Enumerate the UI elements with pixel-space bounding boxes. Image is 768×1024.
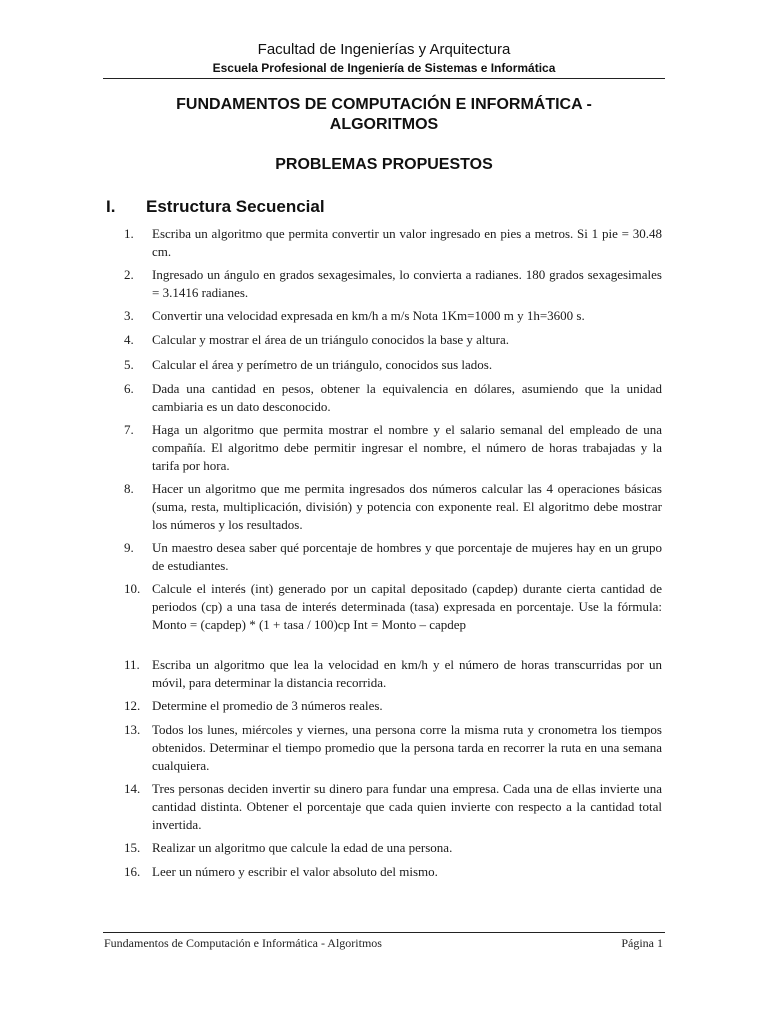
item-number: 2.: [124, 267, 134, 282]
item-text: Todos los lunes, miércoles y viernes, una persona corre la misma ruta y cronometra los tiempos obtenidos. Determinar el tiempo promedio que la persona tarda en recorrer la ruta en una semana cualquiera.: [152, 722, 662, 773]
list-item: [124, 656, 662, 692]
list-item: [124, 697, 662, 715]
item-text: Dada una cantidad en pesos, obtener la equivalencia en dólares, asumiendo que la unidad cambiaria es un dato desconocido.: [152, 381, 662, 414]
item-number: 11.: [124, 657, 140, 672]
item-number: 13.: [124, 722, 141, 737]
item-text: Escriba un algoritmo que lea la velocidad en km/h y el número de horas transcurridas por un móvil, para determinar la distancia recorrida.: [152, 657, 662, 690]
list-item: [124, 380, 662, 416]
item-text: Calcule el interés (int) generado por un capital depositado (capdep) durante cierta cantidad de periodos (cp) a una tasa de interés determinada (tasa) expresada en porcentaje. Use la fórmula: Monto = (capdep) * (1 + tasa / 100)cp Int = Monto – capdep: [152, 581, 662, 632]
item-number: 6.: [124, 381, 134, 396]
item-number: 5.: [124, 357, 134, 372]
list-item: [124, 539, 662, 575]
footer-divider: [103, 932, 665, 933]
item-number: 7.: [124, 422, 134, 437]
item-text: Haga un algoritmo que permita mostrar el nombre y el salario semanal del empleado de una compañía. El algoritmo debe permitir ingresar el nombre, el número de horas trabajadas y la tarifa por hora.: [152, 422, 662, 473]
header-divider: [103, 78, 665, 79]
title-line-1: FUNDAMENTOS DE COMPUTACIÓN E INFORMÁTICA -: [176, 96, 592, 113]
item-number: 8.: [124, 481, 134, 496]
item-number: 16.: [124, 864, 141, 879]
header-faculty: Facultad de Ingenierías y Arquitectura: [257, 41, 511, 58]
document-title: [103, 95, 665, 135]
item-text: Convertir una velocidad expresada en km/h a m/s Nota 1Km=1000 m y 1h=3600 s.: [152, 308, 585, 323]
item-text: Escriba un algoritmo que permita convertir un valor ingresado en pies a metros. Si 1 pie = 30.48 cm.: [152, 226, 662, 259]
list-item: [124, 225, 662, 261]
item-text: Calcular y mostrar el área de un triángulo conocidos la base y altura.: [152, 332, 510, 347]
item-text: Hacer un algoritmo que me permita ingresados dos números calcular las 4 operaciones básicas (suma, resta, multiplicación, división) y potencia con exponente real. El algoritmo debe mostrar los números y los resultados.: [152, 481, 662, 532]
header-school: Escuela Profesional de Ingeniería de Sistemas e Informática: [212, 61, 556, 75]
section-title: Estructura Secuencial: [146, 197, 325, 216]
item-number: 15.: [124, 840, 141, 855]
list-item: [124, 863, 662, 881]
item-text: Un maestro desea saber qué porcentaje de hombres y que porcentaje de mujeres hay en un grupo de estudiantes.: [152, 540, 662, 573]
item-number: 14.: [124, 781, 141, 796]
list-item: [124, 356, 662, 374]
document-subtitle: PROBLEMAS PROPUESTOS: [275, 156, 493, 173]
item-text: Leer un número y escribir el valor absoluto del mismo.: [152, 864, 438, 879]
section-heading: [106, 197, 325, 217]
item-text: Determine el promedio de 3 números reales.: [152, 698, 383, 713]
item-text: Ingresado un ángulo en grados sexagesimales, lo convierta a radianes. 180 grados sexagesimales = 3.1416 radianes.: [152, 267, 662, 300]
item-number: 9.: [124, 540, 134, 555]
item-number: 1.: [124, 226, 134, 241]
list-item: [124, 480, 662, 534]
item-number: 10.: [124, 581, 141, 596]
list-item: [124, 839, 662, 857]
footer-course: Fundamentos de Computación e Informática - Algoritmos: [104, 936, 382, 950]
item-number: 12.: [124, 698, 141, 713]
item-number: 4.: [124, 332, 134, 347]
list-item: [124, 780, 662, 834]
item-text: Calcular el área y perímetro de un triángulo, conocidos sus lados.: [152, 357, 493, 372]
item-number: 3.: [124, 308, 134, 323]
section-number: I.: [106, 197, 116, 216]
footer-page-number: Página 1: [621, 936, 663, 950]
list-item: [124, 580, 662, 634]
list-item: [124, 421, 662, 475]
title-line-2: ALGORITMOS: [329, 116, 439, 133]
list-item: [124, 266, 662, 302]
list-item: [124, 721, 662, 775]
item-text: Tres personas deciden invertir su dinero para fundar una empresa. Cada una de ellas invierte una cantidad distinta. Obtener el porcentaje que cada quien invierte con respecto a la cantidad total invertida.: [152, 781, 662, 832]
list-item: [124, 331, 662, 349]
item-text: Realizar un algoritmo que calcule la edad de una persona.: [152, 840, 453, 855]
list-item: [124, 307, 662, 325]
